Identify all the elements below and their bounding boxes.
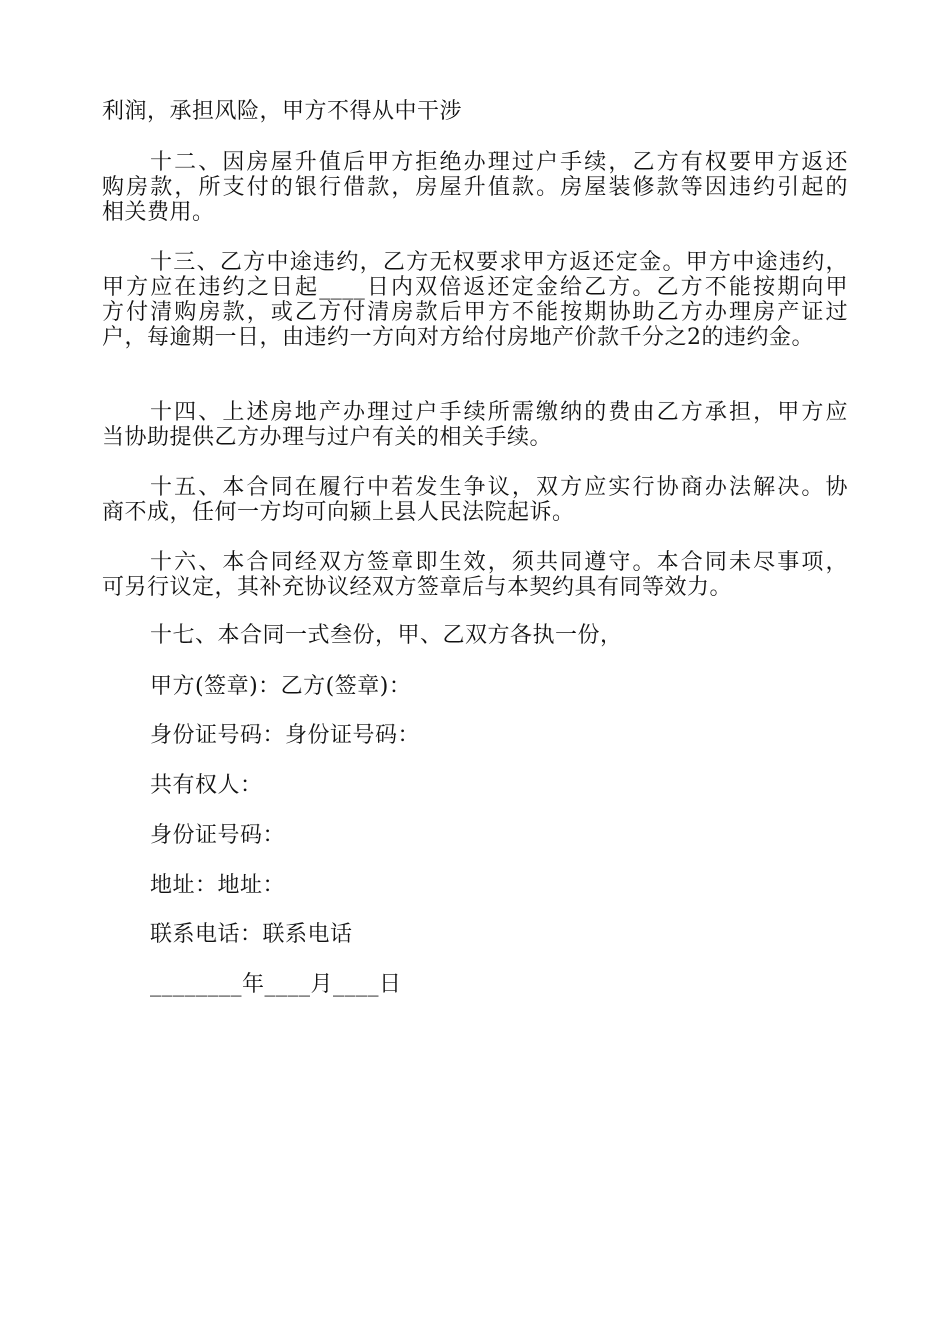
co-owner-id-line: 身份证号码： <box>150 823 286 848</box>
clause-15-line-2: 商不成，任何一方均可向颍上县人民法院起诉。 <box>102 500 575 525</box>
clause-16-line-1: 十六、本合同经双方签章即生效，须共同遵守。本合同未尽事项， <box>150 550 848 575</box>
clause-14-line-1: 十四、上述房地产办理过户手续所需缴纳的费由乙方承担，甲方应 <box>150 400 848 425</box>
paragraph-11-line-end: 利润，承担风险，甲方不得从中干涉 <box>102 99 463 124</box>
co-owner-line: 共有权人： <box>150 773 263 798</box>
clause-13-line-1: 十三、乙方中途违约，乙方无权要求甲方返还定金。甲方中途违约， <box>150 250 848 275</box>
phone-line: 联系电话：联系电话 <box>150 922 353 947</box>
clause-12-line-2: 购房款，所支付的银行借款，房屋升值款。房屋装修款等因违约引起的 <box>102 175 848 200</box>
clause-14-line-2: 当协助提供乙方办理与过户有关的相关手续。 <box>102 425 553 450</box>
date-line: ________年____月____日 <box>150 972 402 997</box>
clause-17: 十七、本合同一式叁份，甲、乙双方各执一份， <box>150 623 623 648</box>
clause-15-line-1: 十五、本合同在履行中若发生争议，双方应实行协商办法解决。协 <box>150 475 848 500</box>
signature-party-line: 甲方(签章)：乙方(签章)： <box>150 674 412 699</box>
address-line: 地址：地址： <box>150 873 286 898</box>
clause-13-line-4: 户，每逾期一日，由违约一方向对方给付房地产价款千分之2的违约金。 <box>102 325 814 350</box>
id-number-line: 身份证号码：身份证号码： <box>150 723 421 748</box>
clause-16-line-2: 可另行议定，其补充协议经双方签章后与本契约具有同等效力。 <box>102 575 733 600</box>
clause-13-line-3: 方付清购房款，或乙方付清房款后甲方不能按期协助乙方办理房产证过 <box>102 300 848 325</box>
clause-12-line-1: 十二、因房屋升值后甲方拒绝办理过户手续，乙方有权要甲方返还 <box>150 150 848 175</box>
clause-13-line-2: 甲方应在违约之日起____日内双倍返还定金给乙方。乙方不能按期向甲 <box>102 275 848 300</box>
clause-12-line-3: 相关费用。 <box>102 200 215 225</box>
